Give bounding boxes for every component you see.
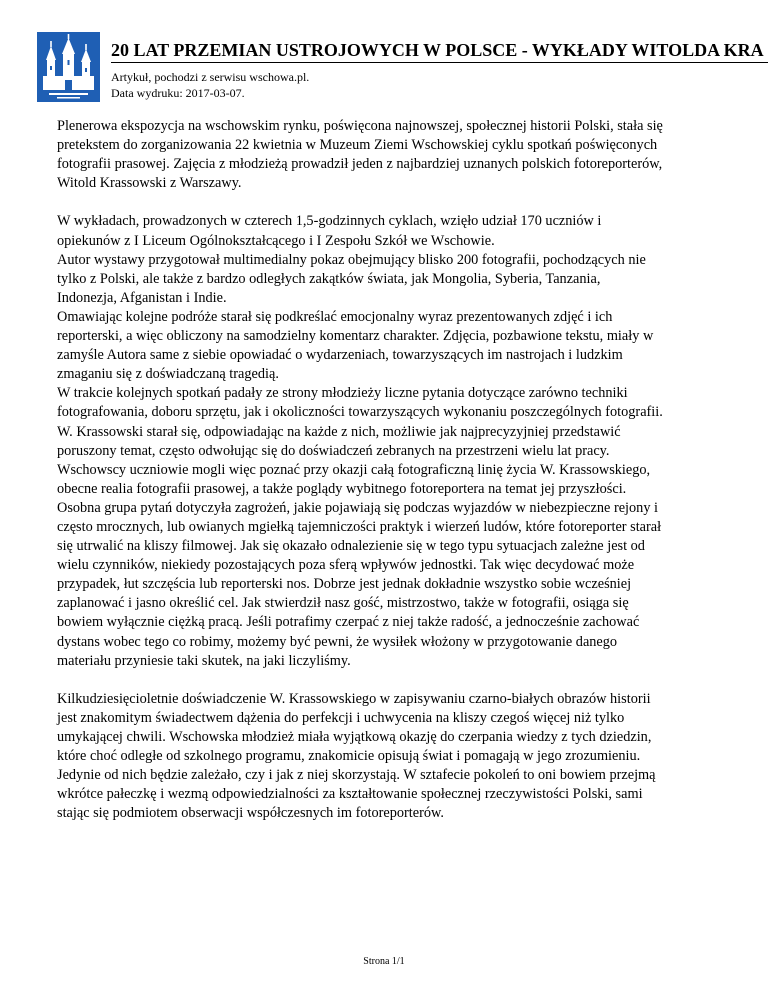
text-line: Osobna grupa pytań dotyczyła zagrożeń, jakie pojawiają się podczas wyjazdów w niebezpieczne rejony i	[57, 499, 659, 516]
text-line: Wschowscy uczniowie mogli więc poznać przy okazji całą fotograficzną linię życia W. Krassowskiego,	[57, 461, 651, 478]
text-line: zaplanować i jasno określić cel. Jak stwierdził nasz gość, mistrzostwo, także w fotografii, osiąga się	[57, 595, 629, 612]
text-line: Plenerowa ekspozycja na wschowskim rynku, poświęcona najnowszej, społecznej historii Polski, stała się	[57, 118, 663, 134]
paragraph	[57, 690, 717, 824]
page-number: Strona 1/1	[363, 956, 405, 967]
article-body	[57, 117, 717, 843]
text-line: obecne realia fotografii prasowej, a także poglądy wybitnego fotoreportera na temat jej przyszłości.	[57, 480, 627, 497]
text-line: tylko z Polski, ale także z bardzo odległych zakątków świata, jak Mongolia, Syberia, Tanzania,	[57, 270, 601, 287]
text-line: stając się podmiotem obserwacji współczesnych im fotoreporterów.	[57, 805, 444, 822]
town-crest-icon	[37, 32, 100, 102]
article-meta	[111, 69, 309, 101]
text-line: Jedynie od nich będzie zależało, czy i jak z niej skorzystają. W sztafecie pokoleń to oni bowiem przejmą	[57, 767, 656, 784]
text-line: wielu czynników, niekiedy pozostających poza sferą wpływów jednostki. Tak więc decydować może	[57, 557, 635, 574]
text-line: W. Krassowski starał się, odpowiadając na każde z nich, możliwie jak najprecyzyjniej przedstawić	[57, 423, 621, 440]
text-line: się utrwalić na kliszy filmowej. Jak się okazało odnalezienie się w tego typu sytuacjach zależne jest od	[57, 538, 645, 555]
document-header	[37, 32, 768, 102]
title-divider	[111, 62, 768, 63]
text-line: jest znakomitym świadectwem dążenia do perfekcji i uchwycenia na kliszy czegoś więcej niż tylko	[57, 709, 625, 726]
text-line: przypadek, łut szczęścia lub reporterski nos. Dobrze jest jednak dokładnie wszystko sobie wcześniej	[57, 576, 632, 593]
text-line: Omawiając kolejne podróże starał się podkreślać emocjonalny wyraz prezentowanych zdjęć i ich	[57, 308, 613, 325]
text-line: materiału przyniesie taki skutek, na jaki liczyliśmy.	[57, 652, 351, 669]
text-line: umykającej chwili. Wschowska młodzież miała wyjątkową okazję do czerpania wiedzy z tych dziedzin,	[57, 729, 652, 745]
paragraph	[57, 212, 717, 670]
text-line: poruszony temat, często odwołując się do doświadczeń zebranych na przestrzeni wielu lat pracy.	[57, 442, 610, 459]
text-line: opiekunów z I Liceum Ogólnokształcącego i I Zespołu Szkół we Wschowie.	[57, 232, 495, 249]
text-line: W wykładach, prowadzonych w czterech 1,5-godzinnych cyklach, wzięło udział 170 uczniów i	[57, 213, 602, 230]
text-line: zmaganiu się z doświadczaną tragedią.	[57, 366, 279, 383]
text-line: które choć odległe od szkolnego programu, znakomicie opisują świat i pomagają w jego zrozumieniu.	[57, 748, 641, 765]
text-line: Witold Krassowski z Warszawy.	[57, 175, 242, 192]
text-line: W trakcie kolejnych spotkań padały ze strony młodzieży liczne pytania dotyczące zarówno techniki	[57, 385, 628, 402]
text-line: pretekstem do zorganizowania 22 kwietnia w Muzeum Ziemi Wschowskiej cyklu spotkań poświęconych	[57, 137, 658, 154]
text-line: Kilkudziesięcioletnie doświadczenie W. Krassowskiego w zapisywaniu czarno-białych obrazów historii	[57, 690, 651, 707]
article-title: 20 LAT PRZEMIAN USTROJOWYCH W POLSCE - WYKŁADY WITOLDA KRA	[111, 40, 764, 60]
text-line: fotografii prasowej. Zajęcia z młodzieżą prowadził jeden z najbardziej uznanych polskich fotoreporterów,	[57, 156, 663, 173]
text-line: bowiem wyłącznie ciężką pracą. Jeśli potrafimy czerpać z niej także radość, a jednocześnie zachować	[57, 614, 640, 631]
text-line: Autor wystawy przygotował multimedialny pokaz obejmujący blisko 200 fotografii, pochodzących nie	[57, 251, 646, 268]
print-date: Data wydruku: 2017-03-07.	[111, 86, 245, 100]
paragraph	[57, 117, 717, 193]
text-line: fotografowania, doboru sprzętu, jak i okoliczności towarzyszących wykonaniu poszczególnych fotografii.	[57, 404, 663, 421]
text-line: zamyśle Autora same z siebie opowiadać o wydarzeniach, towarzyszących im nastrojach i ludzkim	[57, 347, 623, 364]
text-line: wkrótce pałeczkę i wezmą odpowiedzialności za kształtowanie społecznej rzeczywistości Polski, sami	[57, 786, 643, 803]
source-note: Artykuł, pochodzi z serwisu wschowa.pl.	[111, 70, 310, 84]
text-line: dystans wobec tego co robimy, możemy być pewni, że wysiłek włożony w przygotowanie danego	[57, 633, 618, 650]
text-line: często mrocznych, lub owianych mgiełką tajemniczości praktyk i wierzeń ludów, które fotoreporter starał	[57, 518, 662, 535]
text-line: Indonezja, Afganistan i Indie.	[57, 289, 227, 306]
text-line: reporterski, a więc obliczony na samodzielny komentarz charakter. Zdjęcia, pozbawione tekstu, miały w	[57, 328, 654, 345]
